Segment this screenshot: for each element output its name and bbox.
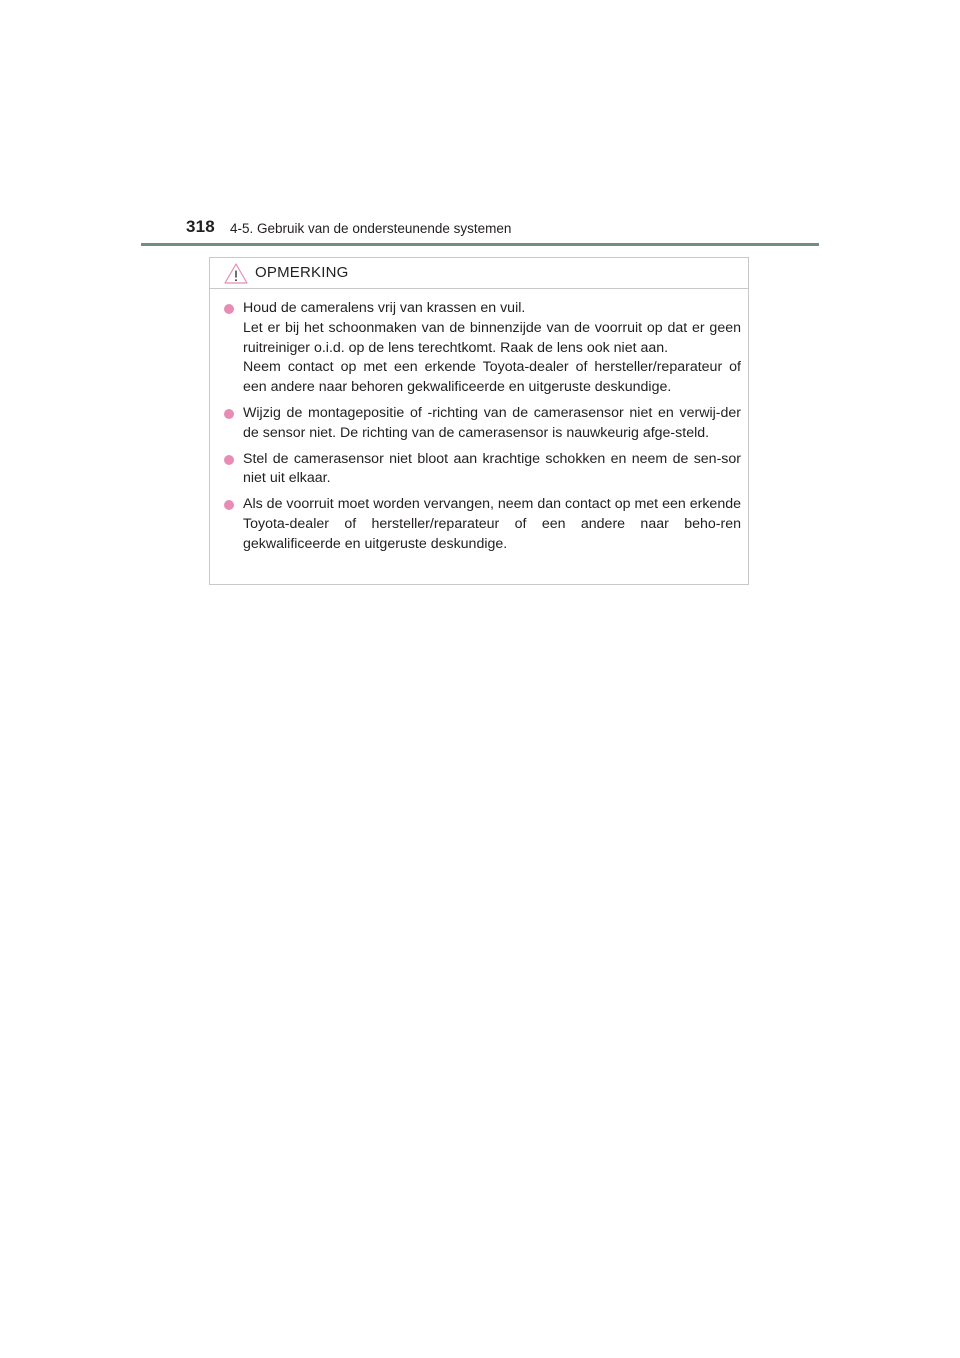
header-rule (141, 243, 819, 246)
item-paragraph: Neem contact op met een erkende Toyota-dealer of hersteller/reparateur of een andere naar behoren gekwalificeerde en uitgeruste deskundige. (243, 359, 741, 396)
warning-triangle-icon (224, 263, 248, 284)
bullet-icon (224, 304, 234, 314)
item-paragraph: Stel de camerasensor niet bloot aan krachtige schokken en neem de sen-sor niet uit elkaar. (243, 450, 741, 487)
item-paragraph: Als de voorruit moet worden vervangen, neem dan contact op met een erkende Toyota-dealer of hersteller/reparateur of een andere naar beho-ren gekwalificeerde en uitgeruste deskundige. (243, 496, 741, 552)
item-paragraph: Houd de cameralens vrij van krassen en vuil. (243, 300, 526, 316)
notice-list (210, 289, 748, 555)
item-paragraph: Wijzig de montagepositie of -richting van de camerasensor niet en verwij-der de sensor niet. De richting van de camerasensor is nauwkeurig afge-steld. (243, 404, 741, 441)
list-item (243, 299, 741, 398)
item-paragraph: Let er bij het schoonmaken van de binnenzijde van de voorruit op dat er geen ruitreiniger o.i.d. op de lens terechtkomt. Raak de lens ook niet aan. (243, 319, 741, 356)
list-item (243, 450, 741, 490)
notice-title: OPMERKING (255, 264, 349, 281)
bullet-icon (224, 409, 234, 419)
list-item (243, 495, 741, 554)
notice-box (209, 257, 749, 585)
list-item (243, 404, 741, 444)
page-number: 318 (186, 217, 215, 236)
bullet-icon (224, 500, 234, 510)
notice-header (210, 258, 748, 289)
section-title: 4-5. Gebruik van de ondersteunende systemen (230, 221, 512, 236)
bullet-icon (224, 455, 234, 465)
